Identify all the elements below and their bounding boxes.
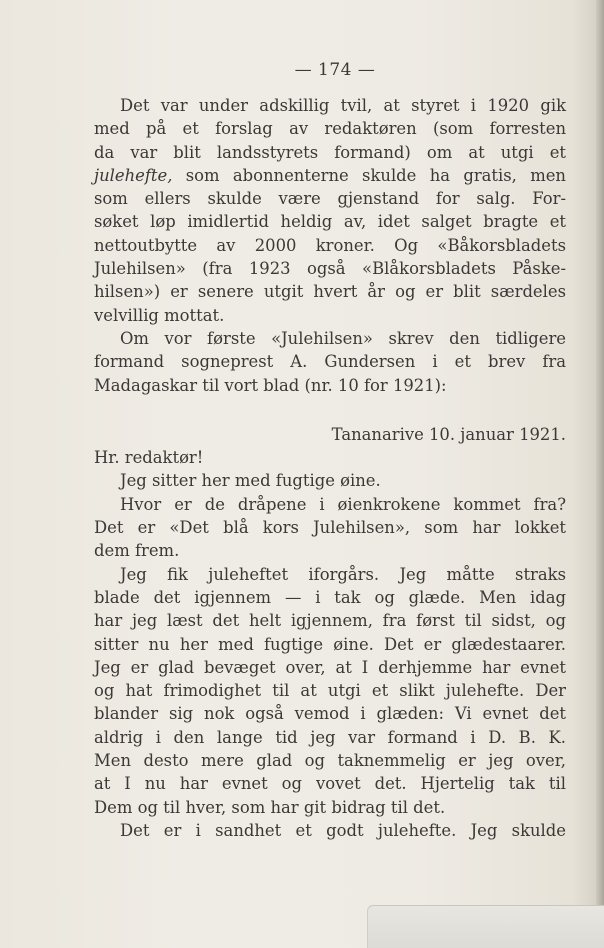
text-line: Jeg sitter her med fugtige øine. — [120, 471, 381, 491]
page-edge — [596, 0, 604, 948]
text-line: Tananarive 10. januar 1921. — [331, 424, 566, 444]
text-line: nettoutbytte av 2000 kroner. Og «Båkorsbladets — [94, 235, 566, 255]
text-line: Men desto mere glad og taknemmelig er jeg over, — [94, 751, 566, 771]
text-line: Det var under adskillig tvil, at styret i 1920 gik — [120, 96, 566, 115]
text-line: Julehilsen» (fra 1923 også «Blåkorsbladets Påske- — [94, 259, 566, 279]
text-line: Det er i sandhet et godt julehefte. Jeg skulde — [120, 820, 566, 840]
text-line: og hat frimodighet til at utgi et slikt julehefte. Der — [94, 681, 566, 701]
text-line: velvillig mottat. — [94, 305, 225, 325]
text-line: Om vor første «Julehilsen» skrev den tidligere — [120, 328, 566, 348]
text-line: Hr. redaktør! — [94, 448, 204, 468]
text-line: med på et forslag av redaktøren (som forresten — [94, 119, 566, 139]
text-line: Jeg fik juleheftet iforgårs. Jeg måtte straks — [120, 564, 566, 584]
text-line — [94, 164, 566, 187]
paragraph-gap — [94, 397, 566, 423]
text-line: hilsen») er senere utgit hvert år og er blit særdeles — [94, 282, 566, 302]
text-line: Dem og til hver, som har git bidrag til det. — [94, 797, 446, 817]
paper-corner-tab — [367, 905, 604, 948]
page-number: — 174 — — [294, 60, 376, 80]
text-line: da var blit landsstyrets formand) om at utgi et — [94, 142, 566, 162]
text-line: blade det igjennem — i tak og glæde. Men idag — [94, 587, 566, 607]
text-line: Madagaskar til vort blad (nr. 10 for 1921): — [94, 375, 447, 395]
text-line: dem frem. — [94, 541, 180, 561]
text-line: Hvor er de dråpene i øienkrokene kommet fra? — [120, 494, 566, 514]
text-line: formand sogneprest A. Gundersen i et brev fra — [94, 352, 566, 372]
text-line: blander sig nok også vemod i glæden: Vi evnet det — [94, 704, 566, 724]
text-span: som abonnenterne skulde ha gratis, men — [172, 165, 566, 185]
text-line: at I nu har evnet og vovet det. Hjertelig tak til — [94, 774, 566, 794]
body-text — [94, 94, 566, 842]
text-line: aldrig i den lange tid jeg var formand i D. B. K. — [94, 727, 566, 747]
text-line: sitter nu her med fugtige øine. Det er glædestaarer. — [94, 634, 566, 654]
text-line: som ellers skulde være gjenstand for salg. For- — [94, 189, 566, 209]
italic-text: julehefte, — [94, 165, 173, 185]
text-line: har jeg læst det helt igjennem, fra først til sidst, og — [94, 611, 566, 631]
text-line: søket løp imidlertid heldig av, idet salget bragte et — [94, 212, 566, 232]
text-line: Det er «Det blå kors Julehilsen», som har lokket — [94, 518, 566, 538]
text-line: Jeg er glad bevæget over, at I derhjemme har evnet — [94, 657, 566, 677]
